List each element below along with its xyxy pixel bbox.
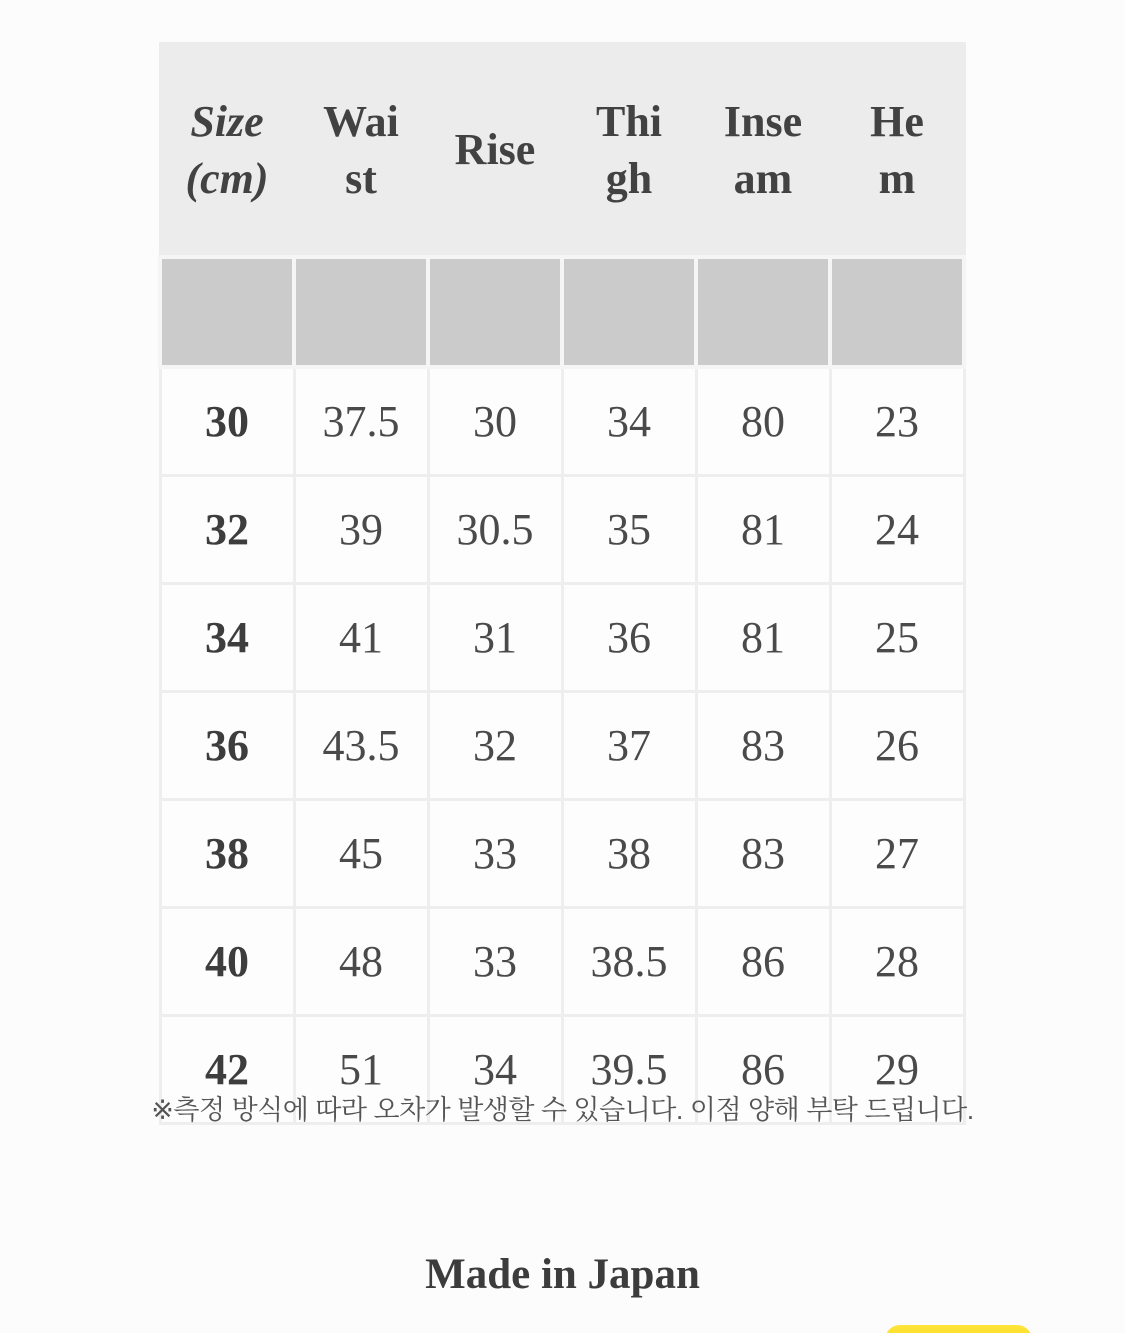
rise-value: 33 <box>428 800 562 908</box>
inseam-value: 86 <box>696 1016 830 1124</box>
table-row <box>160 367 964 476</box>
hem-value: 28 <box>830 908 964 1016</box>
waist-value: 43.5 <box>294 692 428 800</box>
hem-value: 24 <box>830 476 964 584</box>
rise-value: 30.5 <box>428 476 562 584</box>
rise-value: 31 <box>428 584 562 692</box>
size-value: 36 <box>160 692 294 800</box>
spacer-cell <box>294 257 428 367</box>
table-row <box>160 584 964 692</box>
waist-value: 39 <box>294 476 428 584</box>
hem-value: 23 <box>830 367 964 476</box>
inseam-value: 81 <box>696 476 830 584</box>
spacer-cell <box>160 257 294 367</box>
hem-value: 26 <box>830 692 964 800</box>
spacer-cell <box>696 257 830 367</box>
made-in-japan-label: Made in Japan <box>425 1251 700 1298</box>
table-row <box>160 692 964 800</box>
spacer-row <box>160 257 964 367</box>
column-header-size: Size (cm) <box>160 44 294 258</box>
rise-value: 32 <box>428 692 562 800</box>
inseam-value: 81 <box>696 584 830 692</box>
size-value: 40 <box>160 908 294 1016</box>
inseam-value: 83 <box>696 800 830 908</box>
rise-value: 30 <box>428 367 562 476</box>
hem-value: 25 <box>830 584 964 692</box>
spacer-cell <box>562 257 696 367</box>
column-header-thigh: Thigh <box>562 44 696 258</box>
hem-value: 29 <box>830 1016 964 1124</box>
size-value: 32 <box>160 476 294 584</box>
waist-value: 45 <box>294 800 428 908</box>
column-header-inseam: Inseam <box>696 44 830 258</box>
size-value: 42 <box>160 1016 294 1124</box>
size-value: 34 <box>160 584 294 692</box>
floating-button-partial[interactable] <box>885 1325 1032 1333</box>
waist-value: 51 <box>294 1016 428 1124</box>
thigh-value: 38.5 <box>562 908 696 1016</box>
waist-value: 48 <box>294 908 428 1016</box>
table-row <box>160 800 964 908</box>
spacer-cell <box>830 257 964 367</box>
spacer-cell <box>428 257 562 367</box>
inseam-value: 80 <box>696 367 830 476</box>
thigh-value: 34 <box>562 367 696 476</box>
thigh-value: 39.5 <box>562 1016 696 1124</box>
waist-value: 37.5 <box>294 367 428 476</box>
rise-value: 33 <box>428 908 562 1016</box>
measurement-disclaimer-note: ※측정 방식에 따라 오차가 발생할 수 있습니다. 이점 양해 부탁 드립니다. <box>151 1095 974 1125</box>
thigh-value: 38 <box>562 800 696 908</box>
hem-value: 27 <box>830 800 964 908</box>
size-chart-table <box>158 42 966 1125</box>
table-row <box>160 476 964 584</box>
column-header-rise: Rise <box>428 44 562 258</box>
thigh-value: 35 <box>562 476 696 584</box>
column-header-waist: Waist <box>294 44 428 258</box>
header-row <box>160 44 964 258</box>
rise-value: 34 <box>428 1016 562 1124</box>
column-header-hem: Hem <box>830 44 964 258</box>
inseam-value: 83 <box>696 692 830 800</box>
table-row <box>160 908 964 1016</box>
waist-value: 41 <box>294 584 428 692</box>
thigh-value: 36 <box>562 584 696 692</box>
inseam-value: 86 <box>696 908 830 1016</box>
size-value: 38 <box>160 800 294 908</box>
thigh-value: 37 <box>562 692 696 800</box>
size-value: 30 <box>160 367 294 476</box>
